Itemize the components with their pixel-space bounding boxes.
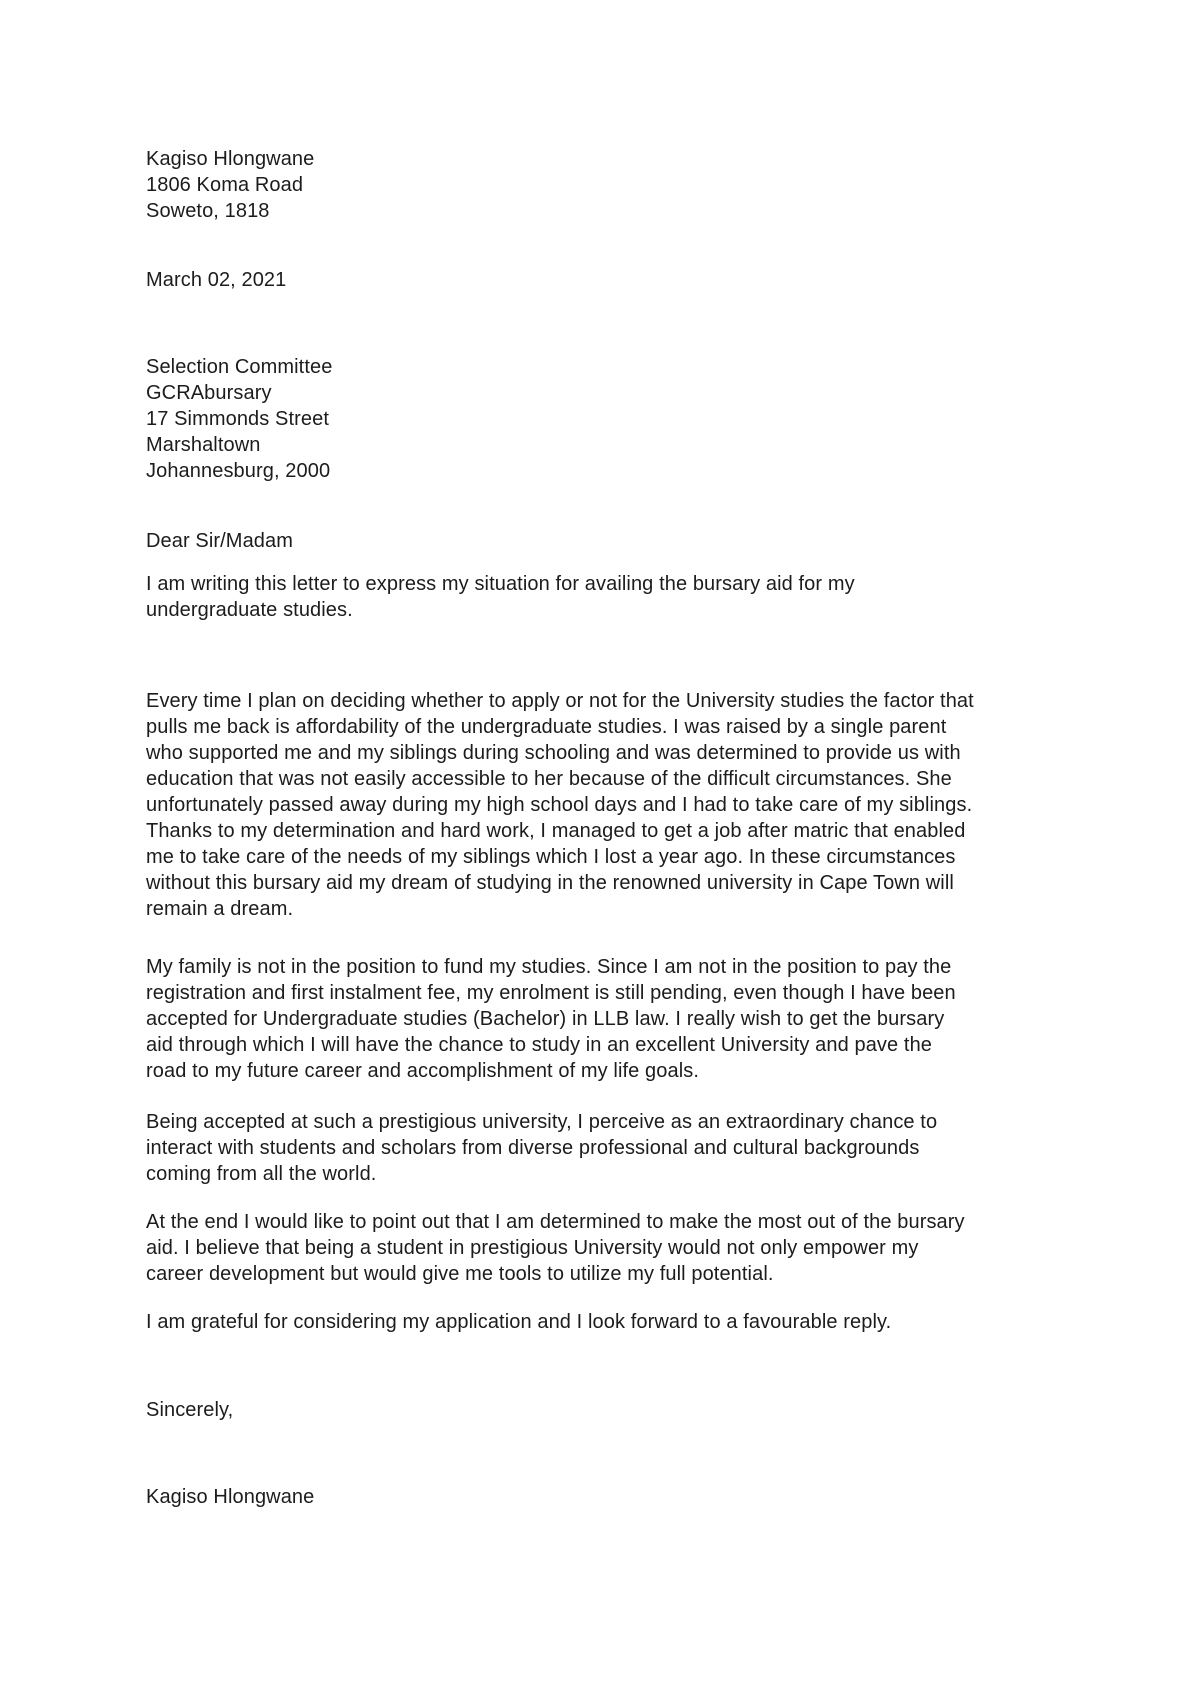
paragraph-line: I am grateful for considering my application and I look forward to a favourable reply. <box>146 1311 892 1333</box>
paragraph-line: career development but would give me tools to utilize my full potential. <box>146 1263 774 1285</box>
paragraph-line: coming from all the world. <box>146 1163 377 1185</box>
recipient-line: GCRAbursary <box>146 382 272 404</box>
recipient-line: 17 Simmonds Street <box>146 408 329 430</box>
paragraph-line: My family is not in the position to fund my studies. Since I am not in the position to pay the <box>146 956 952 978</box>
body-paragraph-3 <box>146 1109 1076 1187</box>
paragraph-line: without this bursary aid my dream of studying in the renowned university in Cape Town will <box>146 872 954 894</box>
signature <box>146 1484 1076 1510</box>
intro-paragraph <box>146 571 1076 623</box>
paragraph-line: education that was not easily accessible to her because of the difficult circumstances. She <box>146 768 952 790</box>
date-text: March 02, 2021 <box>146 269 287 291</box>
paragraph-line: I am writing this letter to express my situation for availing the bursary aid for my <box>146 573 855 595</box>
paragraph-line: unfortunately passed away during my high school days and I had to take care of my siblings. <box>146 794 973 816</box>
paragraph-line: registration and first instalment fee, my enrolment is still pending, even though I have been <box>146 982 956 1004</box>
sender-address <box>146 146 1076 224</box>
letter-date <box>146 267 1076 293</box>
body-paragraph-4 <box>146 1209 1076 1287</box>
paragraph-line: aid. I believe that being a student in prestigious University would not only empower my <box>146 1237 919 1259</box>
paragraph-line: aid through which I will have the chance to study in an excellent University and pave the <box>146 1034 933 1056</box>
body-paragraph-1 <box>146 688 1076 922</box>
recipient-address <box>146 354 1076 484</box>
sender-street: 1806 Koma Road <box>146 174 304 196</box>
paragraph-line: me to take care of the needs of my siblings which I lost a year ago. In these circumstances <box>146 846 956 868</box>
closing-text: Sincerely, <box>146 1399 234 1421</box>
paragraph-line: interact with students and scholars from diverse professional and cultural backgrounds <box>146 1137 920 1159</box>
sender-city: Soweto, 1818 <box>146 200 270 222</box>
paragraph-line: At the end I would like to point out that I am determined to make the most out of the bursary <box>146 1211 965 1233</box>
recipient-line: Marshaltown <box>146 434 261 456</box>
body-paragraph-5 <box>146 1309 1076 1335</box>
paragraph-line: road to my future career and accomplishment of my life goals. <box>146 1060 700 1082</box>
paragraph-line: accepted for Undergraduate studies (Bachelor) in LLB law. I really wish to get the bursary <box>146 1008 945 1030</box>
recipient-line: Selection Committee <box>146 356 333 378</box>
paragraph-line: remain a dream. <box>146 898 294 920</box>
sender-name: Kagiso Hlongwane <box>146 148 315 170</box>
salutation <box>146 528 1076 554</box>
signature-name: Kagiso Hlongwane <box>146 1486 315 1508</box>
paragraph-line: who supported me and my siblings during schooling and was determined to provide us with <box>146 742 961 764</box>
paragraph-line: undergraduate studies. <box>146 599 353 621</box>
paragraph-line: Every time I plan on deciding whether to apply or not for the University studies the factor that <box>146 690 974 712</box>
paragraph-line: Being accepted at such a prestigious university, I perceive as an extraordinary chance to <box>146 1111 938 1133</box>
recipient-line: Johannesburg, 2000 <box>146 460 331 482</box>
paragraph-line: pulls me back is affordability of the undergraduate studies. I was raised by a single parent <box>146 716 947 738</box>
closing <box>146 1397 1076 1423</box>
salutation-text: Dear Sir/Madam <box>146 530 293 552</box>
paragraph-line: Thanks to my determination and hard work, I managed to get a job after matric that enabled <box>146 820 966 842</box>
body-paragraph-2 <box>146 954 1076 1084</box>
